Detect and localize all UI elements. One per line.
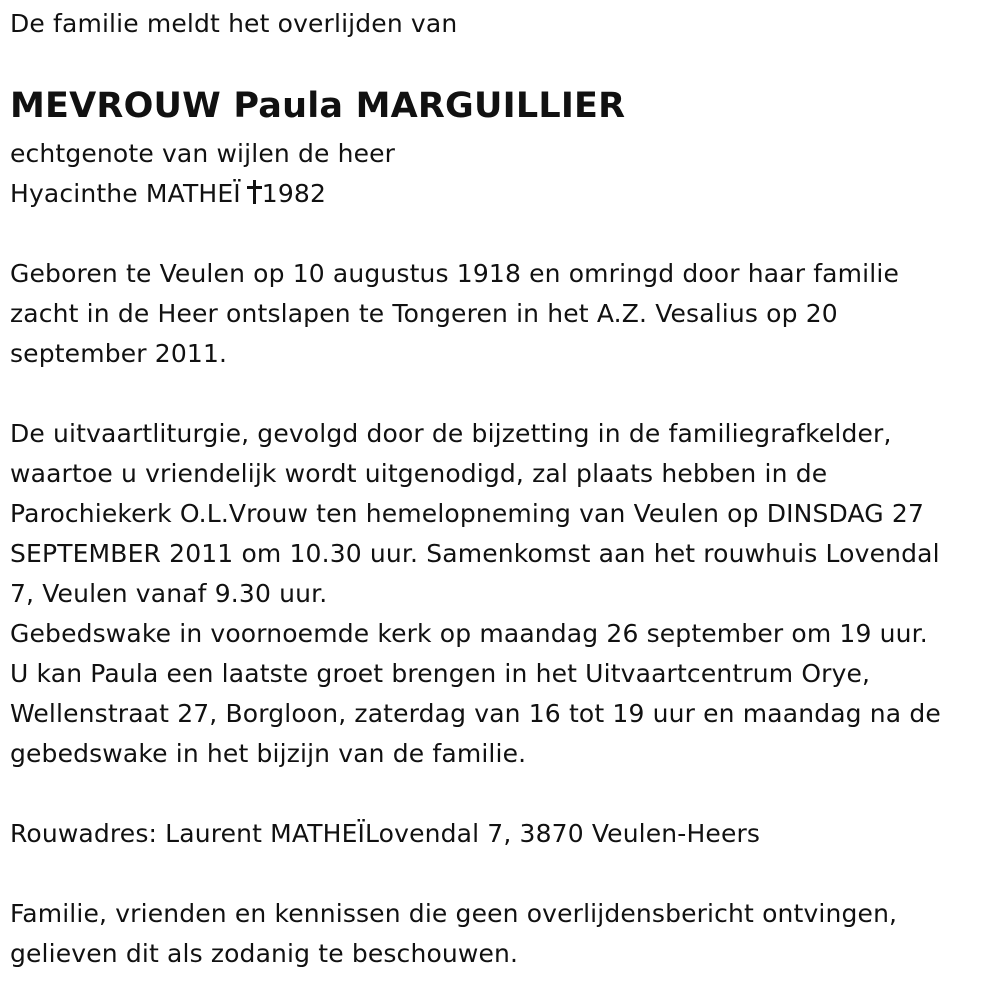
closing-line: gelieven dit als zodanig te beschouwen. xyxy=(10,939,519,968)
funeral-line: Gebedswake in voornoemde kerk op maandag 26 september om 19 uur. xyxy=(10,619,928,648)
spouse-line xyxy=(10,174,326,214)
intro-text: De familie meldt het overlijden van xyxy=(10,9,458,38)
funeral-line: waartoe u vriendelijk wordt uitgenodigd, zal plaats hebben in de xyxy=(10,459,828,488)
funeral-line: 7, Veulen vanaf 9.30 uur. xyxy=(10,579,328,608)
funeral-line: U kan Paula een laatste groet brengen in het Uitvaartcentrum Orye, xyxy=(10,659,871,688)
spouse-relation: echtgenote van wijlen de heer xyxy=(10,139,396,168)
cross-icon xyxy=(247,180,261,204)
funeral-line: Parochiekerk O.L.Vrouw ten hemelopneming van Veulen op DINSDAG 27 xyxy=(10,499,925,528)
funeral-line: gebedswake in het bijzijn van de familie. xyxy=(10,739,527,768)
mourning-address: Rouwadres: Laurent MATHEÏLovendal 7, 3870 Veulen-Heers xyxy=(10,819,761,848)
funeral-line: Wellenstraat 27, Borgloon, zaterdag van 16 tot 19 uur en maandag na de xyxy=(10,699,941,728)
deceased-name: MEVROUW Paula MARGUILLIER xyxy=(10,86,626,126)
spouse-death-year: 1982 xyxy=(261,179,327,208)
birth-death-line: Geboren te Veulen op 10 augustus 1918 en omringd door haar familie xyxy=(10,259,899,288)
funeral-line: SEPTEMBER 2011 om 10.30 uur. Samenkomst aan het rouwhuis Lovendal xyxy=(10,539,940,568)
funeral-line: De uitvaartliturgie, gevolgd door de bijzetting in de familiegrafkelder, xyxy=(10,419,892,448)
spouse-name: Hyacinthe MATHEÏ xyxy=(10,179,241,208)
birth-death-line: september 2011. xyxy=(10,339,228,368)
closing-line: Familie, vrienden en kennissen die geen overlijdensbericht ontvingen, xyxy=(10,899,898,928)
birth-death-line: zacht in de Heer ontslapen te Tongeren in het A.Z. Vesalius op 20 xyxy=(10,299,838,328)
